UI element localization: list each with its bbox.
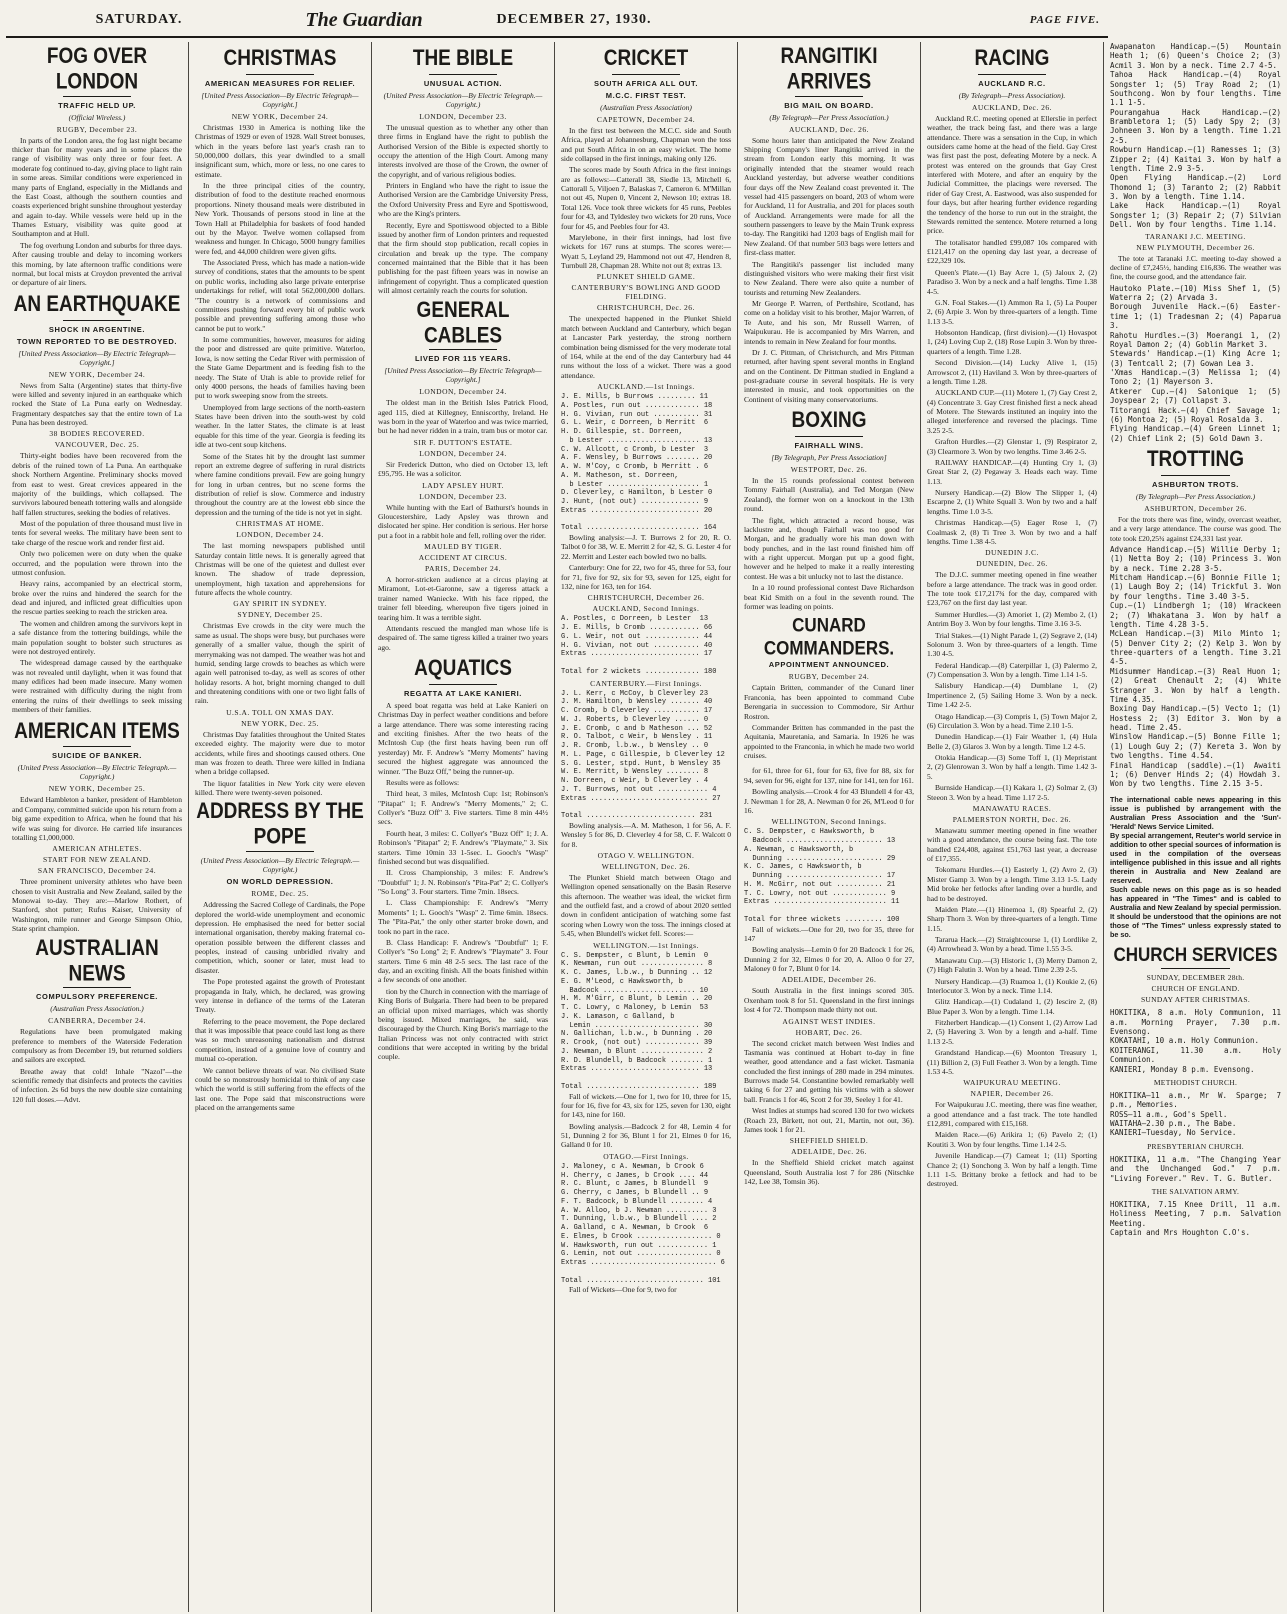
advertisement: Breathe away that cold! Inhale "Nazol"—the scientific remedy that disinfects and protects the cavities of infection. 2s 6d buys the new double size containing 120 full doses.—Advt.	[12, 1066, 182, 1104]
paragraph: Three prominent university athletes who have been chosen to visit Australia and New Zealand, sailed by the Monowai to-day. They are:—Marlow Rothert, of Stanford, shot putter; Rufus Kaiser, University of Washington, mile runner and George Simpson Ohio, State sprint champion.	[12, 877, 182, 934]
race-result: Maiden Race.—(6) Arikira 1; (6) Pavelo 2; (1) Koutiti 3. Won by four lengths. Time 1.14 2-5.	[927, 1130, 1097, 1149]
credit-line: (United Press Association—By Electric Telegraph.—Copyright.)	[17, 763, 177, 782]
column-2	[189, 42, 372, 1612]
headline: FOG OVER LONDON	[46, 44, 148, 94]
paragraph: In parts of the London area, the fog last night became thicker than for many years and in some places the range of visibility was only three or four feet. A moderate fog continued to-day, giving place to light rain in some areas. Similar conditions were experienced in many parts of England, especially in the Midlands and the East Coast, although the southern counties and coasts experienced bright sunshine throughout yesterday and again to-day. While vessels were held up in the Thames Estuary, visibility was quite good at Southampton and at Hull.	[12, 135, 182, 239]
dateline: RUGBY, December 24.	[788, 672, 870, 682]
paragraph: The totalisator handled £99,087 10s compared with £121,417 on the opening day last year, a decrease of £22,329 10s.	[927, 237, 1097, 266]
article-racing-continued	[1110, 42, 1281, 443]
article-cunard	[744, 614, 914, 760]
paragraph: Third heat, 3 miles, McIntosh Cup: 1st; Robinson's "Pitapat" 1; F. Andrew's "Merry Moments," 2; C. Collyer's "Buzz Off" 3. Five starters. Time 8 min 44½ secs.	[378, 789, 548, 827]
dateline: AUCKLAND, Dec. 26.	[971, 102, 1053, 112]
headline: CHRISTMAS	[223, 46, 337, 71]
subheading: MAULED BY TIGER.	[424, 542, 502, 552]
dateline: SYDNEY, December 25.	[237, 610, 323, 620]
race-result: G.N. Foal Stakes.—(1) Ammon Ra 1, (5) La Pouper 2, (6) Arpie 3. Won by three-quarters of a length. Time 1.13 3-5.	[927, 297, 1097, 326]
paragraph: L. Class Championship: F. Andrew's "Merry Moments" 1; L. Gooch's "Wasp" 2. Time 6min. 18secs. The "Pita-Pat," the only other starter broke down, and took no part in the race.	[378, 898, 548, 936]
paragraph: The last morning newspapers published until Saturday contain little news. It is generally agreed that Christmas will be one of the quietest and dullest ever known. The shadow of trade depression, unemployment, high taxation and apprehensions for future affects the whole country.	[195, 541, 365, 598]
paragraph: Christmas Eve crowds in the city were much the same as usual. The shops were busy, but purchases were generally of a smaller value, though the spirit of merrymaking was not damped. The weather was hot and humid, sending large crowds to beaches as which were again well patronised to-day, as well as scores of other holiday resorts. A hot, bright morning changed to dull and threatening conditions with one or two light falls of rain.	[195, 621, 365, 706]
dateline: CHRISTCHURCH, Dec. 26.	[597, 303, 695, 313]
divider	[429, 349, 497, 350]
paragraph: II. Cross Championship, 3 miles: F. Andrew's "Doubtful" 1; J. N. Robinson's "Pita-Pat" 2; C. Collyer's "So Long" 3. Four starters. Time 7min. 18secs.	[378, 868, 548, 896]
article-racing	[927, 48, 1097, 1189]
service-list: HOKITIKA, 8 a.m. Holy Communion, 11 a.m. Morning Prayer, 7.30 p.m. Evensong. KOKATAHI, 10 a.m. Holy Communion. KOITERANGI, 11.30 a.m. Holy Communion. KANIERI, Monday 8 p.m. Evensong.	[1110, 1008, 1281, 1074]
subheading: SIR F. DUTTON'S ESTATE.	[413, 437, 513, 447]
masthead-day: SATURDAY.	[95, 12, 183, 27]
article-australian-news	[12, 936, 182, 1105]
column-1	[6, 42, 189, 1612]
paragraph: Fourth heat, 3 miles: C. Collyer's "Buzz Off" 1; J. A. Robinson's "Pitapat" 2; F. Andrew's "Playmate," 3. Six starters. Time 10min 33 1-5sec. L. Gooch's "Wasp" finished second but was disqualified.	[378, 828, 548, 866]
scorecard: C. S. Dempster, c Blunt, b Lemin 0 K. Newman, run out ............... 8 K. C. James, l.b.w., b Dunning .. 12 E. G. M'Leod, c Hawksworth, b Badcock ...................... 10 H. M. M'Girr, c Blunt, b Lemin .. 20 T. C. Lowry, c Maloney, b Lemin 53 J. K. Lamason, c Galland, b Lemin ......................... 30 N. Gallichan, l.b.w., b Dunning . 20 R. Crook, (not out) ............. 39 J. Newman, b Blunt ............... 2 R. D. Blundell, b Badcock ........ 1 Extras .......................... 13 Total ........................... 189	[561, 951, 717, 1091]
paragraph: Most of the population of three thousand must live in tents for several weeks. The military have been sent to take charge of the rescue work and render first aid.	[12, 519, 182, 547]
race-result: Manawatu Cup.—(3) Historic 1, (3) Merry Damon 2, (7) High Falutin 3. Won by a head. Time 2.39 2-5.	[927, 955, 1097, 975]
article-boxing	[744, 410, 914, 611]
divider	[795, 96, 863, 97]
paragraph: tion by the Church in connection with the marriage of King Boris of Bulgaria. There had been to be prepared an official upon mixed marriages, which was shortly being issued. Mixed marriages, he said, was discouraged by the Church. King Boris's marriage to the Italian Princess was not only contracted with strict conditions that were accepted in writing by the bridal couple.	[378, 986, 548, 1062]
race-result: Glitz Handicap.—(1) Cudaland 1, (2) Iescire 2, (8) Blue Paper 3. Won by a length. Time 1.14.	[927, 997, 1097, 1016]
divider	[63, 320, 131, 321]
race-result: Dunedin Handicap.—(1) Fair Weather 1, (4) Hula Belle 2, (3) Glaros 3. Won by a length. Time 1.2 4-5.	[927, 732, 1097, 751]
article-church-services	[1110, 943, 1286, 1238]
service-list: HOKITIKA—11 a.m., Mr W. Sparge; 7 p.m., Memories. ROSS—11 a.m., God's Spell. WAITAHA—2.30 p.m., The Babe. KANIERI—Tuesday, No Service.	[1110, 1090, 1281, 1138]
credit-line: [By Telegraph, Per Press Association]	[771, 453, 887, 463]
credit-line: [United Press Association—By Electric Telegraph—Copyright.]	[18, 348, 176, 367]
paragraph: Marylebone, in their first innings, had lost five wickets for 167 runs at stumps. The scores were:—Wyatt 5, Leyland 29, Hammond not out 47, Hendren 8, Turnbull 28, Chapman 28. White not out 8; extras 13.	[561, 232, 731, 271]
column-3	[372, 42, 555, 1612]
subheading: OTAGO V. WELLINGTON.	[597, 850, 695, 860]
dateline: NEW YORK, December 25.	[48, 784, 146, 794]
paragraph: The Rangitiki's passenger list included many distinguished visitors who were making their first visit to New Zealand. There were also quite a number of tourists and returning New Zealanders.	[744, 259, 914, 297]
paragraph: Manawatu summer meeting opened in fine weather with a good attendance, the course being fast. The tote handled £24,408, against £51,763 last year, a decrease of £17,355.	[927, 825, 1097, 864]
paragraph: The Pope protested against the growth of Protestant propaganda in Italy, which, he declared, was growing very intense in defiance of the terms of the Lateran Treaty.	[195, 977, 365, 1015]
column-7	[1104, 42, 1287, 1612]
subheading: SHEFFIELD SHIELD.	[789, 1136, 869, 1146]
paragraph: Dr J. C. Pittman, of Christchurch, and Mrs Pittman returned, after having spent several months in England and on the Continent. Dr Pittman studied in England a post-graduate course in several hospitals. He is very interested in music, and took opportunities on the Continent of visiting many conservatoriums.	[744, 347, 914, 404]
paragraph: Thirty-eight bodies have been recovered from the debris of the ruined town of La Puna. An earthquake shock Northern Argentine. Preliminary shocks moved from east to west. Great crevices appeared in the majority of the buildings, which collapsed. The survivors laboured beneath tottering walls and alongside half fallen structures, seeking the bodies of relatives.	[12, 451, 182, 517]
paragraph: For Waipukurau J.C. meeting, there was fine weather, a good attendance and a fast track. The tote handled £12,891, compared with £15,168.	[927, 1100, 1097, 1129]
race-result: Tararua Hack.—(2) Straightcourse 1, (1) Lordlike 2, (4) Arrowhead 3. Won by a head. Time 1.55 3-5.	[927, 935, 1097, 954]
dateline: PALMERSTON NORTH, Dec. 26.	[952, 814, 1072, 824]
race-results: Advance Handicap.—(5) Willie Derby 1; (1) Netta Boy 2; (10) Princess 3. Won by a neck. Time 2.28 3-5. Mitcham Handicap.—(6) Bonnie Fille 1; (1) Laugh Boy 2; (14) Trickful 3. Won by four lengths. Time 3.40 3-5. Cup.—(1) Lindbergh 1; (10) Wrackeen 2; (7) Whakatana 3. Won by half a length. Time 4.28 3-5. McLean Handicap.—(3) Milo Minto 1; (5) Denver City 2; (2) Kelp 3. Won by three-quarters of a length. Time 3.21 4-5. Midsummer Handicap.—(3) Real Huon 1; (2) Great Chenault 2; (4) White Stranger 3. Won by half a length. Time 4.35. Boxing Day Handicap.—(5) Vecto 1; (1) Hostess 2; (3) Editor 3. Won by a head. Time 2.45. Winslow Handicap.—(5) Bonne Fille 1; (1) Lough Guy 2; (7) Kereta 3. Won by two lengths. Time 4.54. Final Handicap (saddle).—(1) Awaiti 1; (6) Denver Hinds 2; (4) Howdah 3. Won by two lengths. Time 2.15 3-5.	[1110, 544, 1281, 789]
paragraph: Heavy rains, accompanied by an electrical storm, broke over the ruins and hindered the search for the dead and injured, and inflicted great difficulties upon the rescue parties seeking to reach the stricken area.	[12, 579, 182, 617]
credit-line: [United Press Association—By Electric Telegraph—Copyright.]	[201, 90, 359, 109]
divider	[246, 851, 314, 852]
credit-line: [United Press Association—By Electric Telegraph—Copyright.]	[384, 366, 542, 385]
paragraph: A speed boat regatta was held at Lake Kanieri on Christmas Day in perfect weather conditions and before a large attendance. There was some interesting racing and exciting finishes. After the two heats of the McIntosh Cup (the first heats having been run off yesterday) Mr. F. Andrew's "Merry Moments" having secured the highest aggregate was announced the winner. "The Buzz Off," being the runner-up.	[378, 700, 548, 776]
scorecard-title: WELLINGTON, Second Innings.	[771, 817, 887, 827]
article-cricket-continued	[744, 766, 914, 1186]
article-pope	[195, 800, 365, 1113]
columns	[6, 42, 1286, 1612]
race-result: Salisbury Handicap.—(4) Dumblane 1, (2) Impertinence 2, (5) Sailing Home 3. Won by a neck. Time 1.42 2-5.	[927, 681, 1097, 710]
credit-line: (By Telegraph—Per Press Association.)	[1135, 491, 1256, 501]
headline: AUSTRALIAN NEWS	[35, 936, 159, 986]
scorecard-title: AUCKLAND, Second Innings.	[592, 604, 700, 614]
paragraph: The widespread damage caused by the earthquake was not revealed until daylight, when it was found that many edifices had been made insecure. Many women were restrained with difficulty during the night from entering the ruins of their dwellings to seek missing members of their families.	[12, 658, 182, 715]
dateline: ADELAIDE, Dec. 26.	[791, 1147, 867, 1157]
subheading: LIVED FOR 115 YEARS.	[414, 354, 512, 364]
dateline: CAPETOWN, December 24.	[596, 114, 696, 124]
paragraph: In the 15 rounds professional contest between Tommy Fairhall (Australia), and Ted Morgan (New Zealand), the former won on a knockout in the 13th round.	[744, 476, 914, 514]
dateline: HOBART, Dec. 26.	[795, 1027, 863, 1037]
race-result: RAILWAY HANDICAP.—(4) Hunting Cry 1, (3) Great Star 2, (2) Pegaway 3. Heads each way. Time 1.13.	[927, 457, 1097, 486]
paragraph: A horror-stricken audience at a circus playing at Miramont, Lot-et-Garonne, saw a tigeress attack a trainer named Waniecke. With his face ripped, the trainer fell bleeding, whereupon five tigers joined in tearing him. It was a terrible sight.	[378, 575, 548, 622]
article-aquatics	[378, 658, 548, 1062]
dateline: LONDON, December 24.	[236, 530, 324, 540]
subheading: M.C.C. FIRST TEST.	[605, 90, 687, 100]
dateline: LONDON, December 24.	[419, 448, 507, 458]
subheading: REGATTA AT LAKE KANIERI.	[403, 688, 522, 698]
subheading: APPOINTMENT ANNOUNCED.	[768, 660, 890, 670]
credit-line: (Australian Press Association.)	[50, 1004, 144, 1014]
subheading: CANTERBURY'S BOWLING AND GOOD FIELDING.	[571, 283, 721, 302]
scorecard: J. Maloney, c A. Newman, b Crook 6 H. Cherry, c James, b Crook .... 44 R. C. Blunt, c James, b Blundell 9 G. Cherry, c James, b Blundell .. 9 F. T. Badcock, b Blundell ........ 4 A. W. Alloo, b J. Newman .......... 3 T. Dunning, l.b.w., b Blundell .... 2 A. Galland, c A. Newman, b Crook 6 E. Elmes, b Crook .................. 0 W. Hawksworth, run out ............ 1 G. Lemin, not out .................. 0 Extras .............................. 6 Total ............................ 101	[561, 1162, 725, 1285]
page-number: PAGE FIVE.	[1029, 14, 1100, 26]
paragraph: In a 10 round professional contest Dave Richardson beat Kid Smith on a foul in the seventh round. The former was leading on points.	[744, 583, 914, 611]
cable-news-notice: The international cable news appearing in this issue is published by arrangement with the Australian Press Association and the 'Sun'-'Herald' News Service Limited. By special arrangement, Reuter's world service in addition to other special sources of information is used in the compilation of the overseas intelligence published in this issue and all rights therein in Australia and New Zealand are reserved. Such cable news on this page as is so headed has appeared in "The Times" and is cabled to Australia and New Zealand by special permission. It should be understood that the opinions are not those of "The Times" unless expressly stated to be so.	[1110, 794, 1281, 939]
article-bible	[378, 48, 548, 296]
race-result: Otago Handicap.—(3) Compris 1, (5) Town Major 2, (6) Circulation 3. Won by a head. Time 2.10 1-5.	[927, 711, 1097, 730]
paragraph: Bowling analysis.—A. M. Matheson, 1 for 56, A. F. Wensley 5 for 86, D. Cleverley 4 for 58, C. F. Walcott 0 for 8.	[561, 820, 731, 849]
subheading: SUICIDE OF BANKER.	[52, 751, 142, 761]
paragraph: The unusual question as to whether any other than three firms in England have the right to publish the Authorised Version of the Bible is expected shortly to occupy the attention of the High Court. Among many interests involved are those of the Crown, the owner of the copyright, and of various religious bodies.	[378, 122, 548, 179]
article-christmas	[195, 48, 365, 797]
credit-line: (By Telegraph—Per Press Association.)	[769, 112, 889, 122]
dateline: ADELAIDE, December 26.	[781, 975, 877, 985]
subheading: U.S.A. TOLL ON XMAS DAY.	[226, 707, 334, 717]
dateline: WESTPORT, Dec. 26.	[790, 465, 868, 475]
headline: ADDRESS BY THE POPE	[196, 800, 364, 850]
race-results: Awapanaton Handicap.—(5) Mountain Heath 1; (6) Queen's Choice 2; (3) Acmil 3. Won by a neck. Time 2.7 4-5. Tahoa Hack Handicap.—(4) Royal Songster 1; (5) Tray Road 2; (1) Southcong. Won by four lengths. Time 1.1 1-5. Pourangahua Hack Handicap.—(2) Brambletora 1; (5) Lady Spy 2; (3) Johneen 3. Won by a length. Time 1.21 2-5. Rowburn Handicap.—(1) Ramesses 1; (3) Zipper 2; (4) Kaitai 3. Won by half a length. Time 2.9 3-5. Open Flying Handicap.—(2) Lord Thomond 1; (3) Taranto 2; (2) Rabbit 3. Won by a length. Time 1.14. Lake Hack Handicap.—(1) Royal Songster 1; (3) Repair 2; (7) Silvian Dell. Won by four lengths. Time 1.14.	[1110, 42, 1281, 230]
race-result: Fitzherbert Handicap.—(1) Consent 1, (2) Arrow Lad 2, (5) Havering 3. Won by a length and a-half. Time 1.13 2-5.	[927, 1018, 1097, 1046]
masthead-date: DECEMBER 27, 1930.	[496, 12, 652, 27]
scorecard: J. L. Kerr, c McCoy, b Cleverley 23 J. M. Hamilton, b Wensley ....... 40 C. Cromb, b Cleverley ........... 17 W. J. Roberts, b Cleverley ...... 0 J. E. Cromb, c and b Matheson ... 52 R. O. Talbot, c Weir, b Wensley . 11 J. R. Cromb, l.b.w., b Wensley .. 0 M. L. Page, c Gillespie, b Cleverley 12 S. G. Lester, stpd. Hunt, b Wensley 35 W. E. Merritt, b Wensley ........ 8 N. Dorreen, c Weir, b Cleverley . 4 J. T. Burrows, not out ............ 4 Extras ............................ 27 Total .......................... 231	[561, 689, 725, 821]
scorecard: C. S. Dempster, c Hawksworth, b Badcock ....................... 13 A. Newman, c Hawksworth, b Dunning ....................... 29 K. C. James, c Hawksworth, b Dunning ....................... 17 H. M. McGirr, not out ........... 21 T. C. Lowry, not out ............. 9 Extras ........................... 11 Total for three wickets ......... 100	[744, 828, 900, 924]
credit-line: (United Press Association—By Electric Telegraph.—Copyright.)	[200, 856, 360, 875]
dateline: LONDON, December 23.	[419, 491, 507, 501]
paragraph: Auckland R.C. meeting opened at Ellerslie in perfect weather, the track being fast, and there was a large attendance. There was a sensation in the Cup, in which outsiders came home at the head of the field. Gay Crest was first past the post, defeating Motere by a neck. A protest was entered on the grounds that Gay Crest interfered with Motere, and after an enquiry by the Judicial Committee, the placings were reversed. The rider of Gay Crest, A. Eastwood, was also suspended for four days, but after hearing further evidence regarding the tendency of the horse to run out in the straight, the Stewards remitted the sentence. Motere returned a long price.	[927, 113, 1097, 236]
paragraph: For the trots there was fine, windy, overcast weather, and a very large attendance. The course was good. The tote took £20,25¾ against £24,331 last year.	[1110, 514, 1281, 543]
dateline: CHRISTCHURCH, December 26.	[587, 593, 705, 603]
paragraph: South Australia in the first innings scored 305. Oxenham took 8 for 51. Queensland in the first innings lost 4 for 72. Thompson made thirty not out.	[744, 986, 914, 1015]
race-result: Christmas Handicap.—(5) Eager Rose 1, (7) Coalmask 2, (8) Ti Tree 3. Won by two and a half lengths. Time 1.38 4-5.	[927, 518, 1097, 546]
dateline: PARIS, December 24.	[425, 564, 501, 574]
race-result: Maiden Plate.—(1) Hinemoa 1, (8) Spearful 2, (2) Sharp Thorn 3. Won by three-quarters of a length. Time 1.15.	[927, 904, 1097, 933]
paragraph: Results were as follows:	[386, 777, 460, 787]
paragraph: Bowling analysis—Lemin 0 for 20 Badcock 1 for 26, Dunning 2 for 32, Elmes 0 for 20, A. Alloo 0 for 27, Maloney 0 for 7, Blunt 0 for 14.	[744, 945, 914, 973]
column-4	[555, 42, 738, 1612]
dateline: ASHBURTON, December 26.	[1144, 503, 1247, 513]
article-cricket	[561, 48, 731, 1295]
paragraph: The fight, which attracted a record house, was lacklustre and, though Fairhall was too good for Morgan, and he gradually wore his man down with body punches, and in the last round finished him off with a right uppercut. Morgan put up a good fight, however and he helped to make it a really interesting contest. He was a bit unlucky not to last the distance.	[744, 515, 914, 581]
headline: AQUATICS	[414, 656, 512, 681]
subheading: SHOCK IN ARGENTINE.	[48, 324, 146, 334]
paragraph: Some of the States hit by the drought last summer report an extreme degree of suffering in rural districts where famine conditions prevail. Few are going hungry for long in urban centres, but no scene forms the distribution of relief is slow. Commerce and industry throughout the country are at the lowest ebb since the depression and the turning of the tide is not yet in sight.	[195, 451, 365, 517]
paragraph: In the three principal cities of the country, distribution of food to the destitute reached enormous proportions. Ninety thousand meals were distributed in New York. Thousands of persons stood in line at the Town Hall at Philadelphia for baskets of food handed out by the Mayor. Twelve women collapsed from weakness and hunger. In Chicago, 5000 hungry families were fed, and 44,000 children were given gifts.	[195, 181, 365, 256]
paragraph: Bowling analysis:—J. T. Burrows 2 for 20, R. O. Talbot 0 for 38, W. E. Merritt 2 for 42, S. G. Lester 4 for 22. Merritt and Lester each bowled two no balls.	[561, 533, 731, 561]
dateline: RUGBY, December 23.	[56, 124, 138, 134]
dateline: NAPIER, December 26.	[970, 1089, 1054, 1099]
paragraph: In some communities, however, measures for aiding the poor and distressed are quite primitive. Waterloo, Iowa, is now setting the Cedar River with permission of the State Game Department and is feeding fish to the needy. The State of Utah is able to provide relief for only 4000 persons, the heads of families having been put to work sweeping snow from the streets.	[195, 335, 365, 401]
race-result: Hobsonton Handicap, (first division).—(1) Hovaspot 1, (24) Loving Cup 2, (18) Rose Lupin 3. Won by three-quarters of a length. Time 1.28.	[927, 328, 1097, 356]
service-date: SUNDAY, DECEMBER 28th.	[1146, 973, 1245, 983]
headline: AMERICAN ITEMS	[14, 718, 180, 744]
headline: RACING	[974, 46, 1050, 71]
service-list: HOKITIKA, 11 a.m. "The Changing Year and the Unchanged God." 7 p.m. "Living Forever." Rev. T. G. Butler.	[1110, 1154, 1286, 1183]
subheading: AMERICAN MEASURES FOR RELIEF.	[204, 78, 356, 88]
paragraph: Fall of wickets.—One for 20, two for 35, three for 147	[744, 924, 914, 943]
subheading: START FOR NEW ZEALAND.	[42, 855, 151, 865]
masthead-title: The Guardian	[305, 8, 423, 31]
subheading: 38 BODIES RECOVERED.	[49, 429, 145, 439]
subheading: CHRISTMAS AT HOME.	[235, 519, 325, 529]
dateline: NEW YORK, December 24.	[231, 111, 329, 121]
paragraph: for 61, three for 61, four for 63, five for 88, six for 94, seven for 96, eight for 137, nine for 141, ten for 161.	[744, 766, 914, 785]
paragraph: Canterbury: One for 22, two for 45, three for 53, four for 71, five for 92, six for 93, seven for 125, eight for 132, nine for 163, ten for 164.	[561, 563, 731, 591]
race-result: Grafton Hurdles.—(2) Glenstar 1, (9) Respirator 2, (3) Clearmore 3. Won by two lengths. Time 3.46 2-5.	[927, 437, 1097, 456]
credit-line: (Official Wireless.)	[68, 112, 126, 122]
subheading: ACCIDENT AT CIRCUS.	[418, 553, 508, 563]
paragraph: Addressing the Sacred College of Cardinals, the Pope deplored the world-wide unemployment and economic depression. He emphasised the need for better social international organisation, thereby making fraternal co-operation possible between the different classes and peoples, instead of causing unbridled rivalry and competition, which, sooner or later, must lead to disaster.	[195, 900, 365, 975]
headline: CRICKET	[603, 46, 689, 71]
subheading: ON WORLD DEPRESSION.	[226, 877, 334, 887]
paragraph: Printers in England who have the right to issue the Authorised Version are the Cambridge University Press, the Oxford University Press and Eyre and Spottiswood, who are the King's printers.	[378, 181, 548, 219]
paragraph: The oldest man in the British Isles Patrick Flood, aged 115, died at Killegney, Enniscorthy, Ireland. He was born in the year of Waterloo and was twice married, but he had never ridden in a train, tram bus or motor car.	[378, 398, 548, 436]
headline: TROTTING	[1146, 447, 1245, 472]
paragraph: The women and children among the survivors kept in a safe distance from the tottering buildings, while the main population sought to bolster such structures as were not destroyed entirely.	[12, 618, 182, 656]
headline: AN EARTHQUAKE	[13, 292, 181, 317]
subheading: ASHBURTON TROTS.	[1152, 479, 1239, 489]
paragraph: The fog overhung London and suburbs for three days. After causing trouble and delay to incoming workers this morning, by late afternoon traffic conditions were normal, but local mists at Croydon prevented the arrival or departure of air liners.	[12, 240, 182, 288]
paragraph: Bowling analysis.—Crook 4 for 43 Blundell 4 for 43, J. Newman 1 for 28, A. Newman 0 for 26, M'Leod 0 for 16.	[744, 787, 914, 815]
article-general-cables	[378, 298, 548, 652]
column-5	[738, 42, 921, 1612]
paragraph: The Plunket Shield match between Otago and Wellington opened sensationally on the Basin Reserve this afternoon. The weather was ideal, the wicket firm and the outfield fast, and a crowd of about 2020 settled down in confident anticipation of watching some fast scoring when Lowry won the toss. The innings closed at 5.45, when Blundell's wicket fell. Scores:—	[561, 872, 731, 939]
race-result: Burnside Handicap.—(1) Kakara 1, (2) Solmar 2, (3) Steeon 3. Won by a head. Time 1.17 2-5.	[927, 783, 1097, 802]
subheading: AMERICAN ATHLETES.	[52, 844, 142, 854]
divider	[1161, 968, 1229, 969]
subheading: UNUSUAL ACTION.	[423, 78, 503, 88]
column-6	[921, 42, 1104, 1612]
race-result: Juvenile Handicap.—(7) Cameat 1; (11) Sporting Chance 2; (1) Sonchong 3. Won by half a length. Time 1.11 1-5. Brittany broke a fetlock and had to be destroyed.	[927, 1151, 1097, 1189]
paragraph: The second cricket match between West Indies and Tasmania was continued at Hobart to-day in fine weather, good attendance and a fast wicket. Tasmania concluded the first innings of 280 made in 294 minutes. Burrows made 54. Constantine bowled remarkably well taking 6 for 27 and getting his victims with a slower ball. Francis 1 for 46, Scott 2 for 39, Seeley 1 for 41.	[744, 1038, 914, 1104]
dateline: LONDON, December 23.	[419, 111, 507, 121]
subheading: FAIRHALL WINS.	[794, 441, 864, 451]
headline: GENERAL CABLES	[416, 298, 510, 348]
paragraph: Only two policemen were on duty when the quake occurred, and the population were thrown into the utmost confusion.	[12, 549, 182, 577]
paragraph: Attendants rescued the mangled man whose life is despaired of. The same tigress killed a trainer two years ago.	[378, 623, 548, 652]
subheading: SUNDAY AFTER CHRISTMAS.	[1140, 995, 1251, 1005]
race-result: Nursery Handicap.—(2) Blow The Slipper 1, (4) Escarpne 2, (1) White Squall 3. Won by two and a half lengths. Time 1.0 3-5.	[927, 488, 1097, 516]
credit-line: (Australian Press Association)	[600, 102, 692, 112]
headline: CUNARD COMMANDERS.	[763, 614, 895, 659]
paragraph: In the first test between the M.C.C. side and South Africa, played at Johannesburg, Chapman won the toss and put South Africa in on an easy wicket. The home side collapsed in the first innings, making only 126.	[561, 125, 731, 163]
subheading: DUNEDIN J.C.	[985, 548, 1039, 558]
subheading: PLUNKET SHIELD GAME.	[596, 272, 696, 282]
paragraph: Sir Frederick Dutton, who died on October 13, left £95,795. He was a solicitor.	[378, 459, 548, 479]
paragraph: Captain Britten, commander of the Cunard liner Franconia, has been appointed to command Cube Berengaria in succession to Commodore, Sir Arthur Rostron.	[744, 683, 914, 721]
denomination-heading: PRESBYTERIAN CHURCH.	[1147, 1141, 1244, 1151]
article-fog	[12, 44, 182, 288]
paragraph: Christmas 1930 in America is nothing like the Christmas of 1929 or even of 1928. Wall Street bonuses, which in the years before last year's crash ran to 50,000,000 dollars, this year dwindled to a small insignificant sum, which, more or less, no one cares to estimate.	[195, 122, 365, 179]
subheading: AUCKLAND R.C.	[978, 78, 1046, 88]
divider	[978, 74, 1046, 75]
paragraph: Christmas Day fatalities throughout the United States exceeded eighty. The majority were due to motor accidents, while fires and shootings caused others. One man was frozen to death. Three were killed in Indiana when a bridge collapsed.	[195, 729, 365, 777]
article-rangitiki	[744, 44, 914, 404]
paragraph: B. Class Handicap: F. Andrew's "Doubtful" 1; F. Collyer's "So Long" 2; F. Andrew's "Playmate" 3. Four starters. Time 6 min 48 2-5 secs. The last race of the day, and an exciting finish. All the boats finished within a few seconds of one another.	[378, 937, 548, 985]
denomination-heading: METHODIST CHURCH.	[1153, 1077, 1238, 1087]
paragraph: Fall of wickets.—One for 1, two for 10, three for 15, four for 16, five for 43, six for 125, seven for 130, eight for 143, nine for 160.	[561, 1091, 731, 1120]
paragraph: Fall of Wickets—One for 9, two for	[569, 1285, 677, 1295]
race-result: Trial Stakes.—(1) Night Parade 1, (2) Segrave 2, (14) Solonum 3. Won by three-quarters of a length. Time 1.30 4-5.	[927, 630, 1097, 659]
subheading: TOWN REPORTED TO BE DESTROYED.	[16, 336, 178, 346]
race-result: Federal Handicap.—(8) Caterpillar 1, (3) Palermo 2, (7) Compensation 3. Won by a length. Time 1.14 1-5.	[927, 660, 1097, 680]
paragraph: Some hours later than anticipated the New Zealand Shipping Company's liner Rangitiki arrived in the stream from London early this morning. It was originally intended that the steamer would reach Auckland yesterday, but adverse weather conditions four days off the New Zealand coast prevented it. The vessel had 415 passengers on board, 203 of whom were for Auckland, 11 for Australia, and 201 for places south of Auckland. Arrangements were made for all the southern passengers to leave by the Main Trunk express to-day. The Rangitiki had 1203 bags of English mail for New Zealand. Of that number 503 bags were letters and first-class matter.	[744, 135, 914, 258]
race-result: Summer Hurdles.—(3) Amoriet 1, (2) Membo 2, (1) Antrim Boy 3. Won by four lengths. Time 3.16 3-5.	[927, 609, 1097, 629]
divider	[429, 74, 497, 75]
race-result: Queen's Plate.—(1) Bay Acre 1, (5) Jaloux 2, (2) Paradiso 3. Won by a neck and a half lengths. Time 1.38 4-5.	[927, 267, 1097, 296]
race-result: Tokomaru Hurdles.—(1) Easterly 1, (2) Avro 2, (3) Mister Gamp 3. Won by a length. Time 3.13 1-5. Lady Mid broke her fetlocks after landing over a hurdle, and had to be destroyed.	[927, 865, 1097, 903]
dateline: SAN FRANCISCO, December 24.	[37, 866, 157, 876]
paragraph: The D.J.C. summer meeting opened in fine weather before a large attendance. The track was in good order. The tote took £17,217¾ for the day, compared with £23,767 on the first day last year.	[927, 570, 1097, 608]
paragraph: Edward Hambleton a banker, president of Hambleton and Company, committed suicide upon his return from a big game expedition to Africa, when he found that his wife was suing for divorce. He carried life insurances totalling £1,000,000.	[12, 795, 182, 842]
dateline: DUNEDIN, Dec. 26.	[976, 559, 1048, 569]
article-american-items	[12, 718, 182, 934]
divider	[1161, 475, 1229, 476]
masthead	[6, 4, 1108, 38]
divider	[246, 74, 314, 75]
dateline: NEW PLYMOUTH, December 26.	[1136, 242, 1255, 252]
paragraph: We cannot believe threats of war. No civilised State could be so monstrously homicidal to think of any case which the world is still suffering from the effects of the last one. The Pope said that misconstructions were placed on the arrangements same	[195, 1065, 365, 1113]
credit-line: (By Telegraph—Press Association).	[958, 90, 1066, 100]
dateline: AUCKLAND, Dec. 26.	[788, 124, 870, 134]
subheading: SOUTH AFRICA ALL OUT.	[593, 78, 699, 88]
paragraph: The Associated Press, which has made a nation-wide survey of conditions, states that the amounts to be spent on public works, including also large private enterprise undertakings for relief, will total 562,000,000 dollars. "The country is a network of commissions and committees pushing forward every bit of public work possible and preventing suffering among those who cannot be put to work."	[195, 258, 365, 333]
paragraph: West Indies at stumps had scored 130 for two wickets (Roach 23, Birkett, not out, 21, Martin, not out, 36). James took 1 for 21.	[744, 1106, 914, 1134]
scorecard-title: OTAGO.—First Innings.	[603, 1151, 689, 1161]
headline: THE BIBLE	[412, 46, 514, 71]
paragraph: While hunting with the Earl of Bathurst's hounds in Gloucestershire, Lady Apsley was thrown and dislocated her spine. Her condition is serious. Her horse put a foot in a rabbit hole and fell, rolling over the rider.	[378, 502, 548, 540]
paragraph: Commander Britten has commanded in the past the Aquitania, Mauretania, and Samaria. In 1926 he was appointed to the Franconia, in which he made two world cruises.	[744, 722, 914, 760]
dateline: WELLINGTON, Dec. 26.	[601, 861, 691, 871]
article-earthquake	[12, 294, 182, 715]
paragraph: The liquor fatalities in New York city were eleven killed. There were twenty-seven poisoned.	[195, 778, 365, 798]
divider	[63, 746, 131, 747]
scorecard-title: AUCKLAND.—1st Innings.	[597, 382, 695, 392]
headline: BOXING	[791, 408, 867, 433]
subheading: LADY APSLEY HURT.	[422, 480, 504, 490]
divider	[429, 684, 497, 685]
scorecard: A. Postles, c Dorreen, b Lester 13 J. E. Mills, b Cromb ............ 66 G. L. Weir, not out ............. 44 H. G. Vivian, not out ........... 40 Extras .......................... 17 Total for 2 wickets ............. 180	[561, 615, 717, 676]
paragraph: The unexpected happened in the Plunket Shield match between Auckland and Canterbury, which began at Lancaster Park yesterday, the strong northern combination being dismissed for the very moderate total of 164, while at the end of the day Canterbury had 44 runs without the loss of a wicket. There was a good attendance.	[561, 314, 731, 380]
race-result: AUCKLAND CUP.—(11) Motere 1, (7) Gay Crest 2, (4) Concentrate 3. Gay Crest finished first a neck ahead of Motere. The Stewards instituted an inquiry into the alleged interference and reversed the placings. Time 3.25 2-5.	[927, 388, 1097, 435]
race-result: Second Division.—(14) Lucky Alive 1, (15) Arrowscot 2, (11) Haviland 3. Won by three-quarters of a length. Time 1.28.	[927, 358, 1097, 386]
scorecard-title: CANTERBURY.—First Innings.	[590, 678, 702, 688]
paragraph: Mr George P. Warren, of Perthshire, Scotland, has come on a holiday visit to his brother, Major Warren, of Te Aute, and his son, Mr Russell Warren, of Waipukurau. He is accompanied by Mrs Warren, and intends to remain in New Zealand for four months.	[744, 299, 914, 346]
paragraph: The tote at Taranaki J.C. meeting to-day showed a decline of £7,245½, handing £16,836. The weather was fine, the course good, and the attendance fair.	[1110, 253, 1281, 282]
divider	[63, 96, 131, 97]
divider	[612, 74, 680, 75]
service-list: HOKITIKA, 7.15 Knee Drill, 11 a.m. Holiness Meeting, 7 p.m. Salvation Meeting. Captain and Mrs Houghton C.O's.	[1110, 1199, 1281, 1238]
denomination-heading: THE SALVATION ARMY.	[1151, 1186, 1240, 1196]
dateline: VANCOUVER, Dec. 25.	[54, 440, 140, 450]
dateline: CANBERRA, December 24.	[48, 1016, 146, 1026]
paragraph: Bowling analysis.—Badcock 2 for 48, Lemin 4 for 51, Dunning 2 for 36, Blunt 1 for 21, Elmes 0 for 16, Galland 0 for 10.	[561, 1121, 731, 1150]
subheading: TARANAKI J.C. MEETING.	[1145, 231, 1246, 241]
subheading: MANAWATU RACES.	[972, 803, 1052, 813]
subheading: AGAINST WEST INDIES.	[782, 1016, 876, 1026]
race-results: Hautoko Plate.—(10) Miss Shef 1, (5) Waterra 2; (2) Arvada 3. Borough Juvenile Hack.—(6) Easter-time 1; (1) Tradesman 2; (4) Paparua 3. Rahotu Hurdles.—(3) Moerangi 1, (2) Royal Damon 2; (4) Goblin Market 3. Stewards' Handicap.—(1) King Acre 1; (3) Tentcall 2; (7) Gowan Lea 3. 'Xmas Handicap.—(3) Melissa 1; (4) Tono 2; (1) Mayerson 3. Atkerer Cup.—(4) Salonique 1; (5) Joyspear 2; (7) Collapst 3. Titorangi Hack.—(4) Chief Savage 1; (6) Montoa 2; (5) Royal Rosalda 3. Flying Handicap.—(4) Green Linnet 1; (2) Chief Link 2; (5) Gold Dawn 3.	[1110, 283, 1281, 443]
subheading: WAIPUKURAU MEETING.	[963, 1078, 1061, 1088]
dateline: LONDON, December 24.	[419, 387, 507, 397]
paragraph: In the Sheffield Shield cricket match against Queensland, South Australia lost 7 for 286 (Nitschke 142, Lee 38, Tomsin 36).	[744, 1158, 914, 1186]
dateline: ROME, Dec. 25.	[251, 889, 309, 899]
race-result: Nursery Handicap.—(3) Ruamoa 1, (1) Koukie 2, (6) Interlocutor 3. Won by a neck. Time 1.14.	[927, 976, 1097, 995]
paragraph: News from Salta (Argentine) states that thirty-five were killed and seventy injured in an earthquake which rocked the State of La Puna early on Wednesday. Fragmentary despatches say that the entire town of La Puna has been destroyed.	[12, 380, 182, 428]
subheading: COMPULSORY PREFERENCE.	[36, 992, 158, 1002]
credit-line: (United Press Association—By Electric Telegraph.—Copyright.)	[383, 90, 543, 109]
paragraph: Recently, Eyre and Spottiswood objected to a Bible issued by another firm of London printers and requested that the firm should stop publication, recall copies in circulation and break up the type. The company concerned maintained that the Bible that it has been publishing for the past fifteen years was in nowise an infringement of copyright. Thus a complicated question will almost certainly reach the courts for solution.	[378, 220, 548, 296]
subheading: GAY SPIRIT IN SYDNEY.	[233, 599, 327, 609]
scorecard-title: WELLINGTON.—1st Innings.	[593, 940, 699, 950]
denomination-heading: CHURCH OF ENGLAND.	[1151, 984, 1240, 994]
race-result: Otokia Handicap.—(3) Some Toff 1, (1) Mepristant 2, (2) Glenrowan 3. Won by half a length. Time 1.42 3-5.	[927, 753, 1097, 781]
headline: RANGITIKI ARRIVES	[780, 44, 878, 94]
paragraph: Referring to the peace movement, the Pope declared that it was impossible that peace could last long as there was so much unreasoning nationalism and distrust competition, instead of a genuine love of country and mutual co-operation.	[195, 1016, 365, 1064]
subheading: TRAFFIC HELD UP.	[58, 100, 136, 110]
scorecard: J. E. Mills, b Burrows ......... 11 A. Postles, run out ............. 18 H. G. Vivian, run out ........... 31 G. L. Weir, c Dorreen, b Merritt 6 H. D. Gillespie, st. Dorreen, b Lester ...................... 13 C. W. Allcott, c Cromb, b Lester 3 A. F. Wensley, b Burrows ........ 20 A. W. M'Coy, c Cromb, b Merritt . 6 A. M. Matheson, st. Dorreen, b Lester ...................... 1 D. Cleverley, c Hamilton, b Lester 0 J. Hunt, (not out) .............. 9 Extras .......................... 20 Total ........................... 164	[561, 393, 717, 533]
paragraph: The scores made by South Africa in the first innings are as follows:—Catterall 38, Siedle 13, Mitchell 6, Cattorall 5, Viljoen 7, Balaskas 7, Cameron 6. M'Millan not out 45, Nupen 0, Vincent 2, Newson 10; extras 18. Total 126. Voce took three wickets for 45 runs, Peebles four for 43, and Tyldesley two wickets for 20 runs, Voce four for 45, and Peebles four for 43.	[561, 165, 731, 231]
headline: CHURCH SERVICES	[1113, 943, 1278, 966]
paragraph: Unemployed from large sections of the north-eastern States have been driven into the south-west by cold weather. In the latter States, the climate is at least equable for this time of the year. Georgia is feeding its idle at two-cent soup kitchens.	[195, 402, 365, 450]
race-result: Grandstand Handicap.—(6) Moonton Treasury 1, (11) Billion 2, (3) Full Feather 3. Won by a length. Time 1.53 4-5.	[927, 1048, 1097, 1076]
dateline: NEW YORK, December 24.	[48, 369, 146, 379]
subheading: BIG MAIL ON BOARD.	[784, 100, 874, 110]
divider	[63, 987, 131, 988]
divider	[795, 436, 863, 437]
article-trotting	[1110, 449, 1281, 789]
paragraph: Regulations have been promulgated making preference to members of the Waterside Federation compulsory as from December 19, but returned soldiers and sailors are excepted.	[12, 1027, 182, 1065]
dateline: NEW YORK, Dec. 25.	[241, 718, 319, 728]
